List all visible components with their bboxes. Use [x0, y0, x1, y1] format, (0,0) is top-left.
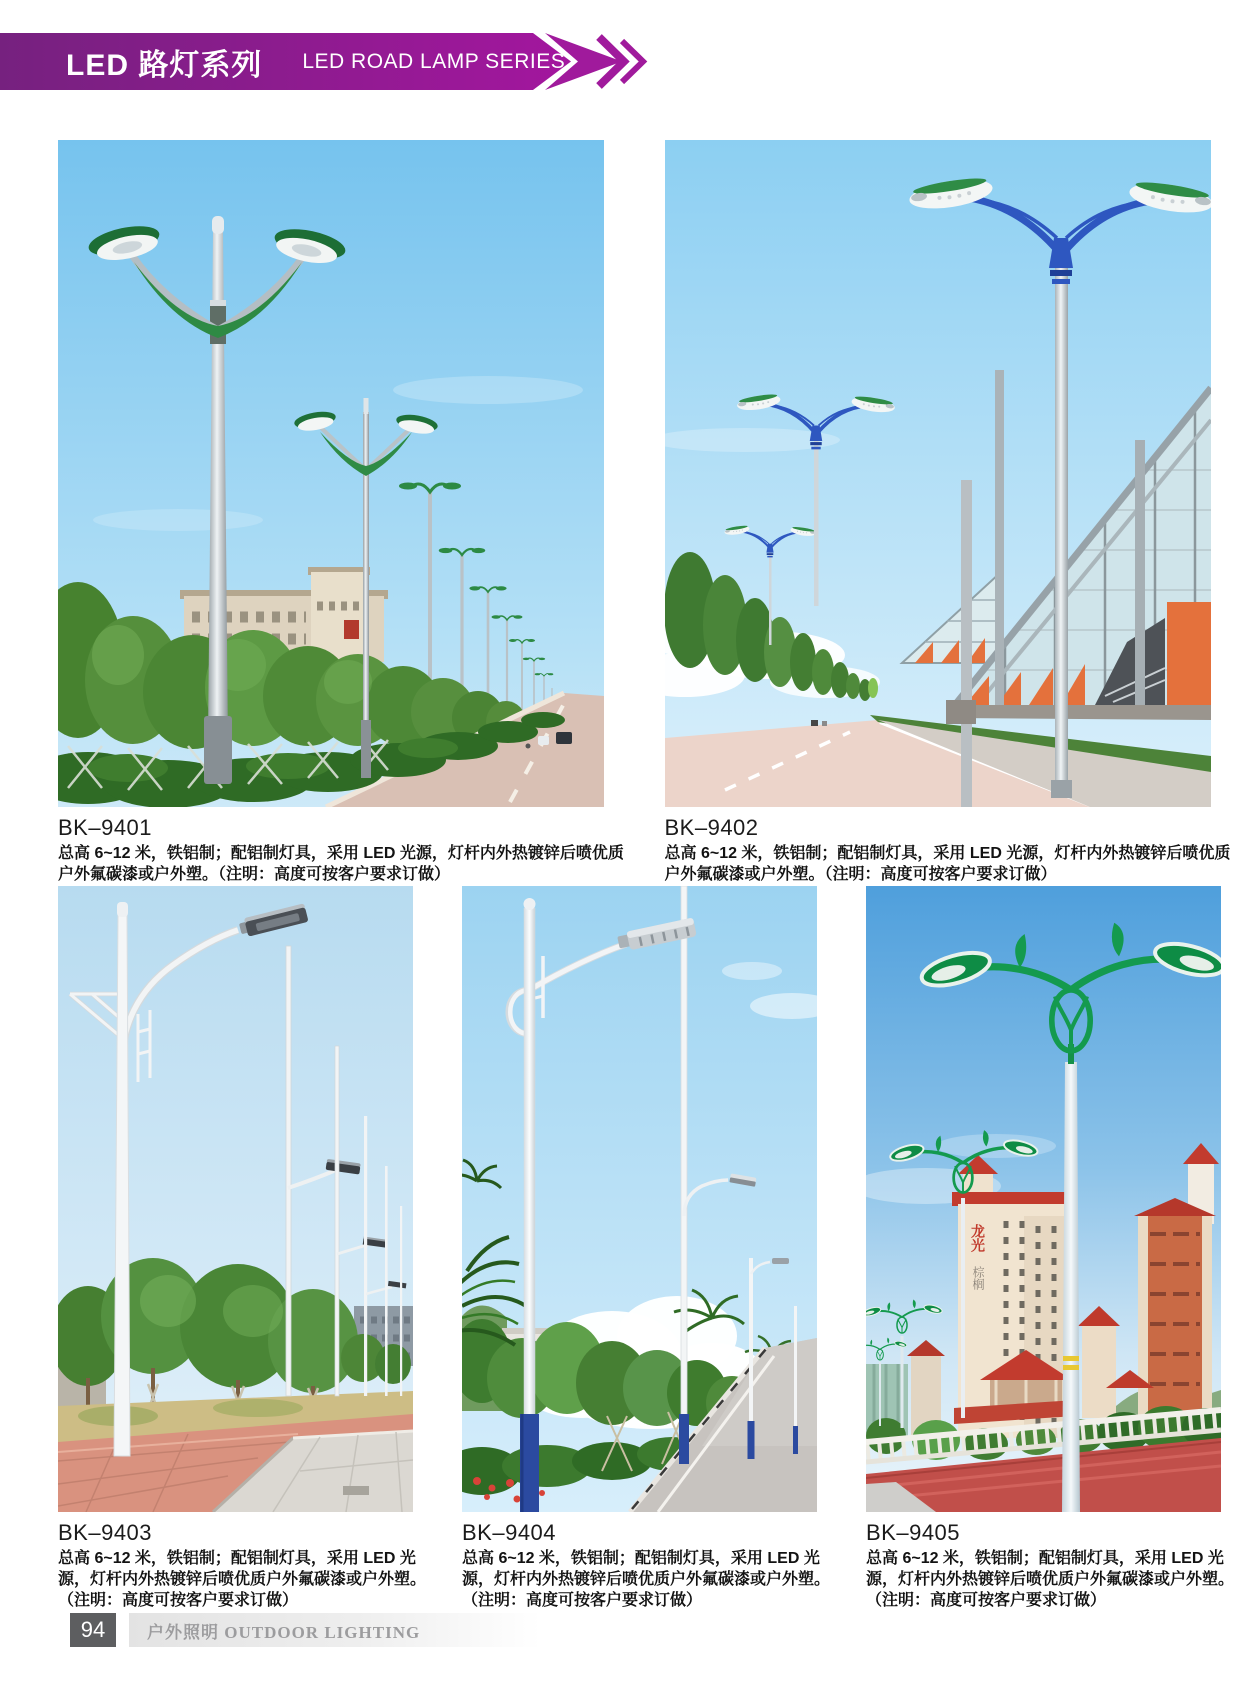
page-footer	[70, 1613, 541, 1647]
product-card-bk-9404	[462, 886, 836, 1611]
footer-label-en: OUTDOOR LIGHTING	[224, 1622, 421, 1642]
series-title-cn: LED 路灯系列	[66, 48, 263, 82]
footer-bar	[129, 1613, 541, 1647]
product-card-bk-9403	[58, 886, 432, 1611]
footer-label	[147, 1618, 420, 1643]
product-description: 总高 6~12 米，铁铝制；配铝制灯具，采用 LED 光源，灯杆内外热镀锌后喷优质户外氟碳漆或户外塑。（注明：高度可按客户要求订做）	[462, 1550, 831, 1609]
product-code: BK–9404	[462, 1520, 557, 1545]
building-sign-text: 棕榈	[971, 1266, 985, 1290]
header-banner	[0, 33, 680, 90]
product-description: 总高 6~12 米，铁铝制；配铝制灯具，采用 LED 光源，灯杆内外热镀锌后喷优质户外氟碳漆或户外塑。（注明：高度可按客户要求订做）	[664, 845, 1231, 883]
product-code: BK–9401	[58, 815, 153, 840]
product-description: 总高 6~12 米，铁铝制；配铝制灯具，采用 LED 光源，灯杆内外热镀锌后喷优质户外氟碳漆或户外塑。（注明：高度可按客户要求订做）	[58, 845, 624, 883]
building-sign	[344, 620, 359, 639]
series-title-en: LED ROAD LAMP SERIES	[302, 49, 566, 73]
vehicle	[822, 721, 827, 726]
product-photo-bk-9401	[58, 140, 604, 807]
product-row-bottom	[58, 886, 1240, 1611]
product-description: 总高 6~12 米，铁铝制；配铝制灯具，采用 LED 光源，灯杆内外热镀锌后喷优质户外氟碳漆或户外塑。（注明：高度可按客户要求订做）	[866, 1550, 1235, 1609]
product-code: BK–9403	[58, 1520, 153, 1545]
product-photo-bk-9402	[665, 140, 1211, 807]
product-photo-bk-9405	[866, 886, 1221, 1512]
product-card-bk-9405	[866, 886, 1240, 1611]
page-number: 94	[70, 1613, 116, 1647]
orange-tower	[1134, 1198, 1216, 1438]
product-photo-bk-9404	[462, 886, 817, 1512]
product-description: 总高 6~12 米，铁铝制；配铝制灯具，采用 LED 光源，灯杆内外热镀锌后喷优质户外氟碳漆或户外塑。（注明：高度可按客户要求订做）	[58, 1550, 427, 1609]
product-code: BK–9402	[664, 815, 759, 840]
product-card-bk-9402	[665, 140, 1240, 885]
product-row-top	[58, 140, 1240, 885]
product-photo-bk-9403	[58, 886, 413, 1512]
product-card-bk-9401	[58, 140, 634, 885]
product-code: BK–9405	[866, 1520, 961, 1545]
vehicle	[556, 732, 572, 744]
vehicle	[811, 720, 818, 726]
vehicle	[538, 736, 549, 745]
building-sign-text: 龙光	[970, 1224, 986, 1252]
footer-label-cn: 户外照明	[147, 1622, 219, 1642]
